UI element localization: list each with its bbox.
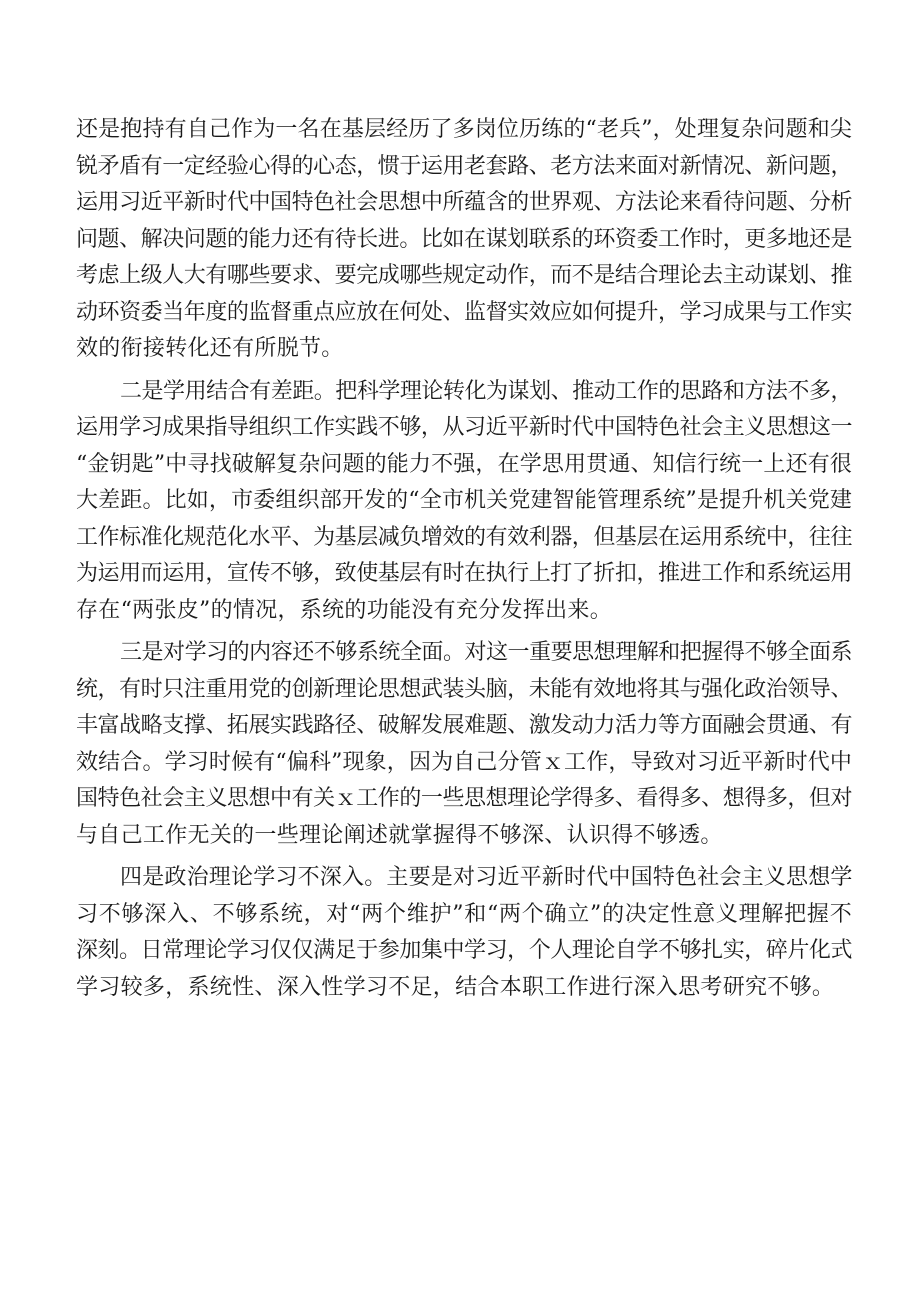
paragraph-line: 习不够深入、不够系统，对“两个维护”和“两个确立”的决定性意义理解把握不 xyxy=(76,901,852,927)
paragraph-line: 为运用而运用，宣传不够，致使基层有时在执行上打了折扣，推进工作和系统运用 xyxy=(76,561,852,586)
paragraph-line: 三是对学习的内容还不够系统全面。对这一重要思想理解和把握得不够全面系 xyxy=(120,640,852,665)
document-body xyxy=(76,112,852,1006)
paragraph-line: 二是学用结合有差距。把科学理论转化为谋划、推动工作的思路和方法不多， xyxy=(120,378,852,404)
paragraph-line: 还是抱持有自己作为一名在基层经历了多岗位历练的“老兵”，处理复杂问题和尖 xyxy=(76,117,852,142)
paragraph-line: 丰富战略支撑、拓展实践路径、破解发展难题、激发动力活力等方面融会贯通、有 xyxy=(76,713,852,738)
paragraph-line: 动环资委当年度的监督重点应放在何处、监督实效应如何提升，学习成果与工作实 xyxy=(76,299,852,325)
paragraph-1 xyxy=(76,112,852,368)
paragraph-line: 问题、解决问题的能力还有待长进。比如在谋划联系的环资委工作时，更多地还是 xyxy=(76,226,852,252)
paragraph-line: 与自己工作无关的一些理论阐述就掌握得不够深、认识得不够透。 xyxy=(76,822,723,848)
paragraph-line: 统，有时只注重用党的创新理论思想武装头脑，未能有效地将其与强化政治领导、 xyxy=(76,676,852,702)
paragraph-line: 学习较多，系统性、深入性学习不足，结合本职工作进行深入思考研究不够。 xyxy=(76,974,835,1000)
paragraph-line: 运用习近平新时代中国特色社会思想中所蕴含的世界观、方法论来看待问题、分析 xyxy=(76,190,852,215)
paragraph-4 xyxy=(76,860,852,1006)
paragraph-line: 大差距。比如，市委组织部开发的“全市机关党建智能管理系统”是提升机关党建 xyxy=(76,488,852,513)
paragraph-line: 深刻。日常理论学习仅仅满足于参加集中学习，个人理论自学不够扎实，碎片化式 xyxy=(76,938,852,963)
paragraph-line: 运用学习成果指导组织工作实践不够，从习近平新时代中国特色社会主义思想这一 xyxy=(76,415,852,440)
paragraph-line: 效的衔接转化还有所脱节。 xyxy=(76,336,344,361)
paragraph-line: 四是政治理论学习不深入。主要是对习近平新时代中国特色社会主义思想学 xyxy=(120,865,853,890)
paragraph-line: 存在“两张皮”的情况，系统的功能没有充分发挥出来。 xyxy=(76,597,612,623)
paragraph-3 xyxy=(76,635,852,854)
paragraph-line: 效结合。学习时候有“偏科”现象，因为自己分管ｘ工作，导致对习近平新时代中 xyxy=(76,749,852,775)
paragraph-line: “金钥匙”中寻找破解复杂问题的能力不强，在学思用贯通、知信行统一上还有很 xyxy=(76,451,852,477)
paragraph-line: 考虑上级人大有哪些要求、要完成哪些规定动作，而不是结合理论去主动谋划、推 xyxy=(76,263,852,288)
paragraph-line: 工作标准化规范化水平、为基层减负增效的有效利器，但基层在运用系统中，往往 xyxy=(76,524,852,550)
paragraph-line: 国特色社会主义思想中有关ｘ工作的一些思想理论学得多、看得多、想得多，但对 xyxy=(76,786,852,811)
paragraph-2 xyxy=(76,374,852,630)
paragraph-line: 锐矛盾有一定经验心得的心态，惯于运用老套路、老方法来面对新情况、新问题， xyxy=(76,153,852,179)
